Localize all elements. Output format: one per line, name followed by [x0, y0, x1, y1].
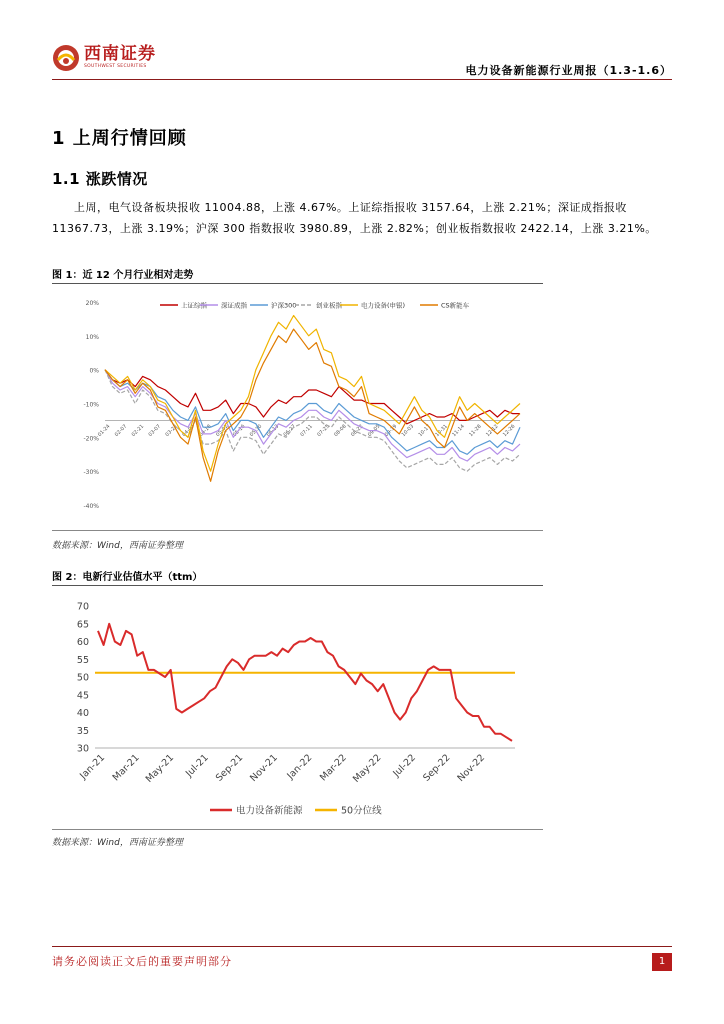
- x-tick-label: 08-08: [333, 423, 348, 439]
- y-tick-label: 65: [76, 619, 89, 631]
- x-tick-label: May-21: [143, 752, 177, 785]
- x-tick-label: 03-07: [147, 423, 163, 439]
- legend-label: 电力设备新能源: [236, 805, 303, 817]
- y-tick-label: 45: [76, 690, 89, 702]
- y-tick-label: 55: [76, 654, 89, 666]
- y-tick-label: 40: [76, 708, 89, 719]
- figure-2-title: 图 2：电新行业估值水平（ttm）: [52, 572, 203, 583]
- section-heading: 1 上周行情回顾: [52, 128, 187, 149]
- x-tick-label: Mar-21: [110, 752, 142, 784]
- figure-1-title: 图 1：近 12 个月行业相对走势: [52, 270, 194, 281]
- y-tick-label: 30: [76, 743, 89, 755]
- y-tick-label: 70: [76, 601, 89, 613]
- x-tick-label: May-22: [350, 752, 384, 785]
- x-tick-label: 09-05: [366, 423, 382, 439]
- x-tick-label: 10-17: [417, 423, 433, 439]
- logo-chinese-name: 西南证券: [84, 44, 156, 65]
- x-tick-label: 07-11: [299, 423, 314, 439]
- x-tick-label: 08-22: [350, 423, 365, 439]
- figure-2-source: 数据来源：Wind，西南证券整理: [52, 838, 183, 848]
- x-tick-label: 05-16: [231, 423, 247, 439]
- x-tick-label: Nov-21: [248, 752, 280, 785]
- figure-1-source: 数据来源：Wind，西南证券整理: [52, 541, 183, 551]
- body-paragraph: 上周，电气设备板块报收 11004.88，上涨 4.67%。上证综指报收 3157.64，上涨 2.21%；深证成指报收 11367.73，上涨 3.19%；沪深 300 指数报收 3980.89，上涨 2.82%；创业板指数报收 2422.14，上涨 3.21%。: [52, 201, 657, 235]
- x-tick-label: Nov-22: [455, 752, 488, 785]
- x-tick-label: 07-25: [316, 423, 331, 439]
- x-tick-label: 05-30: [248, 423, 264, 439]
- y-tick-label: -20%: [83, 435, 99, 443]
- y-tick-label: 50: [76, 672, 89, 684]
- x-tick-label: Mar-22: [317, 752, 349, 784]
- brand-logo-icon: [52, 44, 80, 72]
- x-tick-label: 11-14: [451, 423, 466, 439]
- report-header-title: 电力设备新能源行业周报（1.3-1.6）: [465, 64, 672, 77]
- figure-1-bottom-rule: [52, 530, 543, 531]
- figure-2-top-rule: [52, 585, 543, 586]
- legend-label: 50分位线: [341, 805, 382, 817]
- legend-label: 电力设备(申银): [361, 301, 406, 310]
- x-tick-label: 01-24: [96, 423, 112, 439]
- legend-label: 沪深300: [271, 301, 297, 310]
- figure-1-chart: [60, 290, 540, 530]
- x-tick-label: 11-28: [468, 423, 483, 439]
- x-tick-label: 05-02: [215, 423, 230, 439]
- legend-label: 上证综指: [181, 301, 207, 310]
- logo-english-name: SOUTHWEST SECURITIES: [84, 64, 147, 70]
- x-tick-label: 03-21: [164, 423, 179, 439]
- x-tick-label: Jul-21: [183, 752, 211, 780]
- x-tick-label: 06-27: [282, 423, 298, 439]
- x-tick-label: Jan-21: [78, 752, 108, 782]
- figure-1-top-rule: [52, 283, 543, 284]
- logo: [52, 44, 156, 72]
- legend-label: 创业板指: [316, 301, 342, 310]
- series-line: [105, 329, 520, 481]
- y-tick-label: -10%: [83, 401, 99, 409]
- figure-2-chart: [60, 592, 540, 828]
- y-tick-label: -40%: [83, 503, 99, 510]
- page-number: 1: [652, 953, 672, 971]
- y-tick-label: 20%: [85, 300, 99, 307]
- x-tick-label: 10-31: [434, 423, 449, 439]
- x-tick-label: Jul-22: [391, 752, 419, 780]
- subsection-heading: 1.1 涨跌情况: [52, 170, 148, 188]
- legend-label: CS新能车: [441, 301, 470, 310]
- footer-disclaimer: 请务必阅读正文后的重要声明部分: [52, 955, 232, 968]
- x-tick-label: 04-18: [198, 423, 213, 439]
- x-tick-label: 02-07: [113, 423, 129, 439]
- x-tick-label: 04-04: [181, 423, 196, 439]
- x-tick-label: 06-13: [265, 423, 281, 439]
- y-tick-label: 0%: [89, 367, 99, 375]
- x-tick-label: 10-03: [400, 423, 416, 439]
- legend-label: 深证成指: [221, 301, 247, 310]
- x-tick-label: Jan-22: [285, 752, 315, 782]
- y-tick-label: -30%: [83, 469, 99, 477]
- y-tick-label: 10%: [85, 333, 99, 341]
- valuation-line: [98, 624, 512, 741]
- figure-2-bottom-rule: [52, 829, 543, 830]
- x-tick-label: 02-21: [130, 423, 146, 439]
- x-tick-label: Sep-21: [213, 752, 246, 784]
- y-tick-label: 35: [76, 725, 89, 737]
- x-tick-label: 12-26: [501, 423, 517, 439]
- x-tick-label: 12-12: [485, 423, 500, 439]
- footer-divider: [52, 946, 672, 947]
- x-tick-label: 09-19: [383, 423, 399, 439]
- x-tick-label: Sep-22: [421, 752, 453, 784]
- y-tick-label: 60: [76, 637, 89, 648]
- header-divider: [52, 79, 672, 80]
